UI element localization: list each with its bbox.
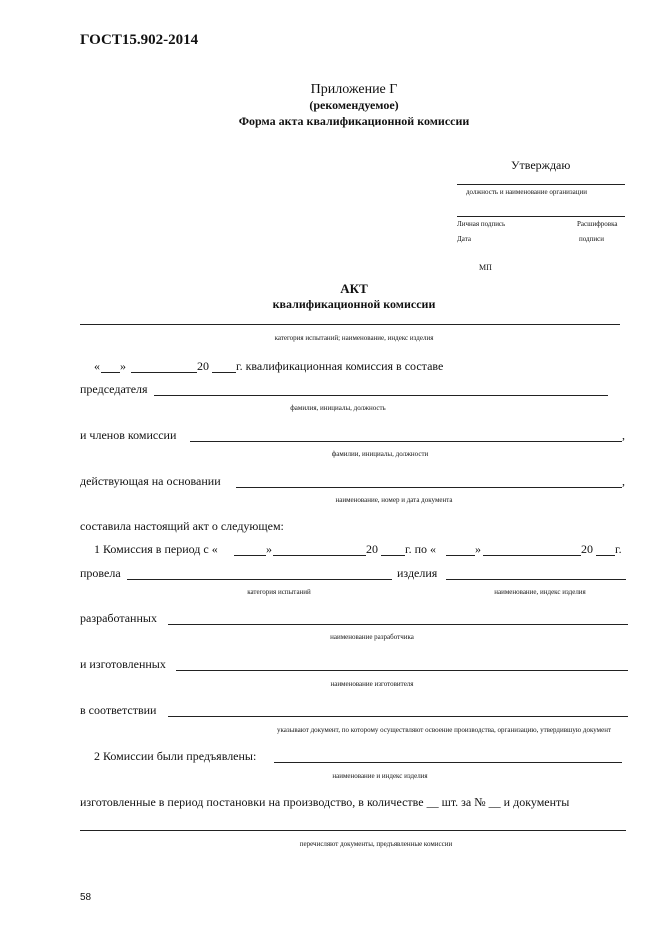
p2-caption: наименование и индекс изделия (332, 772, 428, 780)
manufactured-period: изготовленные в период постановки на производство, в количестве __ шт. за № __ и документы (80, 795, 570, 809)
day-blank (101, 372, 120, 373)
decoding-caption: Расшифровка (577, 220, 618, 228)
members-comma: , (622, 428, 625, 442)
p2-label: 2 Комиссии были предъявлены: (94, 749, 257, 763)
compiled-statement: составила настоящий акт о следующем: (80, 519, 284, 533)
accordance-caption: указывают документ, по которому осуществляют освоение производства, организацию, утвердившую документ (276, 726, 612, 734)
year-blank (212, 372, 236, 373)
test-category-caption: категория испытаний (247, 588, 311, 596)
conducted-label: провела (80, 566, 121, 580)
developer-caption: наименование разработчика (330, 633, 414, 641)
developed-label: разработанных (80, 611, 157, 625)
seal-label: МП (479, 263, 492, 272)
p1-year2: 20 (581, 542, 593, 556)
accordance-label: в соответствии (80, 703, 157, 717)
members-label: и членов комиссии (80, 428, 177, 442)
p1-to: г. по « (405, 542, 436, 556)
p1-day2-blank (446, 555, 475, 556)
year-prefix: 20 (197, 359, 209, 373)
chairman-label: председателя (80, 382, 148, 396)
manufactured-label: и изготовленных (80, 657, 166, 671)
signature-line (457, 216, 625, 217)
manufacturer-line (176, 670, 628, 671)
product-label: изделия (397, 566, 438, 580)
product-index-line (446, 579, 626, 580)
p1-month1-blank (273, 555, 366, 556)
p1-quote2: » (475, 542, 481, 556)
members-caption: фамилии, инициалы, должности (331, 450, 429, 458)
documents-caption: перечисляют документы, предъявленные комиссии (299, 840, 453, 848)
date-caption: Дата (457, 235, 471, 243)
accordance-line (168, 716, 628, 717)
position-caption: должность и наименование организации (466, 188, 587, 196)
approve-label: Утверждаю (511, 158, 571, 172)
date-open-quote: « (94, 359, 100, 373)
manufacturer-caption: наименование изготовителя (330, 680, 414, 688)
act-subtitle: квалификационной комиссии (272, 297, 436, 311)
form-name: Форма акта квалификационной комиссии (238, 114, 470, 128)
recommended-label: (рекомендуемое) (309, 98, 399, 112)
p1-start: 1 Комиссия в период с « (94, 542, 218, 556)
p1-end: г. (615, 542, 622, 556)
members-line (190, 441, 622, 442)
product-index-caption: наименование, индекс изделия (494, 588, 586, 596)
chairman-line (154, 395, 608, 396)
position-line (457, 184, 625, 185)
month-blank (131, 372, 197, 373)
standard-code: ГОСТ15.902-2014 (80, 32, 199, 48)
basis-comma: , (622, 474, 625, 488)
p1-year1-blank (381, 555, 405, 556)
documents-line (80, 830, 626, 831)
basis-label: действующая на основании (80, 474, 221, 488)
commission-composition: г. квалификационная комиссия в составе (236, 359, 444, 373)
p1-day1-blank (234, 555, 266, 556)
category-line (80, 324, 620, 325)
p1-year2-blank (596, 555, 615, 556)
p1-year1: 20 (366, 542, 378, 556)
signature-caption: Личная подпись (457, 220, 506, 228)
test-category-line (127, 579, 392, 580)
decoding-caption-2: подписи (579, 235, 604, 243)
basis-caption: наименование, номер и дата документа (335, 496, 453, 504)
p1-month2-blank (483, 555, 581, 556)
appendix-title: Приложение Г (310, 82, 398, 97)
p1-quote1: » (266, 542, 272, 556)
act-title: АКТ (340, 281, 368, 296)
p2-line (274, 762, 622, 763)
basis-line (236, 487, 622, 488)
chairman-caption: фамилия, инициалы, должность (290, 404, 386, 412)
page-number: 58 (80, 892, 92, 903)
date-close-quote: » (120, 359, 126, 373)
developer-line (168, 624, 628, 625)
category-caption: категория испытаний; наименование, индекс изделия (274, 334, 434, 342)
